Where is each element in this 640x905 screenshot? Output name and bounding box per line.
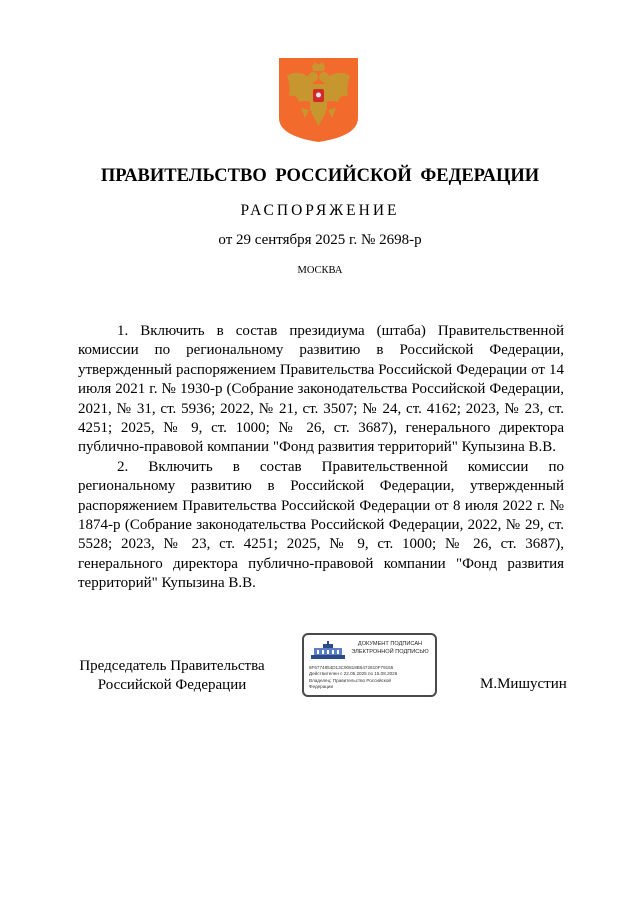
document-body: [78, 322, 564, 594]
signatory-position-line-1: Председатель Правительства: [79, 658, 265, 674]
paragraph-2: 2. Включить в состав Правительственной комиссии по региональному развитию в Российской Федерации, утвержденный распоряжением Правительства Российской Федерации от 8 июля 2022 г. № 1874-р (Собрание законодательства Российской Федерации, 2022, № 29, ст. 5528; 2023, № 23, ст. 4251; 2025, № 9, ст. 1000; № 26, ст. 3687), генерального директора публично-правовой компании "Фонд развития территорий" Купызина В.В.: [78, 458, 564, 592]
signatory-name: М.Мишустин: [480, 676, 567, 692]
certificate-validity: Действителен с 22.05.2025 по 15.08.2026: [309, 671, 398, 677]
certificate-owner-line-1: Владелец: Правительство Российской: [309, 677, 391, 683]
stamp-title-line-1: ДОКУМЕНТ ПОДПИСАН: [357, 641, 423, 647]
stamp-details: [309, 665, 435, 691]
coat-of-arms-icon: [277, 56, 360, 143]
signatory-position-line-2: Российской Федерации: [97, 677, 247, 693]
stamp-title-line-2: ЭЛЕКТРОННОЙ ПОДПИСЬЮ: [351, 649, 429, 655]
paragraph-1: 1. Включить в состав президиума (штаба) Правительственной комиссии по региональному развитию в Российской Федерации, утвержденный распоряжением Правительства Российской Федерации от 14 июля 2021 г. № 1930-р (Собрание законодательства Российской Федерации, 2021, № 31, ст. 5936; 2022, № 21, ст. 3507; № 24, ст. 4162; 2023, № 23, ст. 4251; 2025, № 9, ст. 1000; № 26, ст. 3687), генерального директора публично-правовой компании "Фонд развития территорий" Купызина В.В.: [78, 323, 564, 456]
government-building-icon: [309, 641, 347, 661]
electronic-signature-stamp: [302, 633, 437, 697]
stamp-title: [344, 640, 436, 656]
certificate-serial: 6F6774854D13C90818B6472810F79155: [309, 665, 394, 670]
signatory-position: [72, 657, 272, 695]
document-type: РАСПОРЯЖЕНИЕ: [240, 202, 400, 219]
document-date-number: от 29 сентября 2025 г. № 2698-р: [218, 232, 422, 248]
issue-city: МОСКВА: [297, 265, 343, 276]
certificate-owner-line-2: Федерации: [309, 684, 334, 690]
organization-title: ПРАВИТЕЛЬСТВО РОССИЙСКОЙ ФЕДЕРАЦИИ: [100, 166, 540, 186]
